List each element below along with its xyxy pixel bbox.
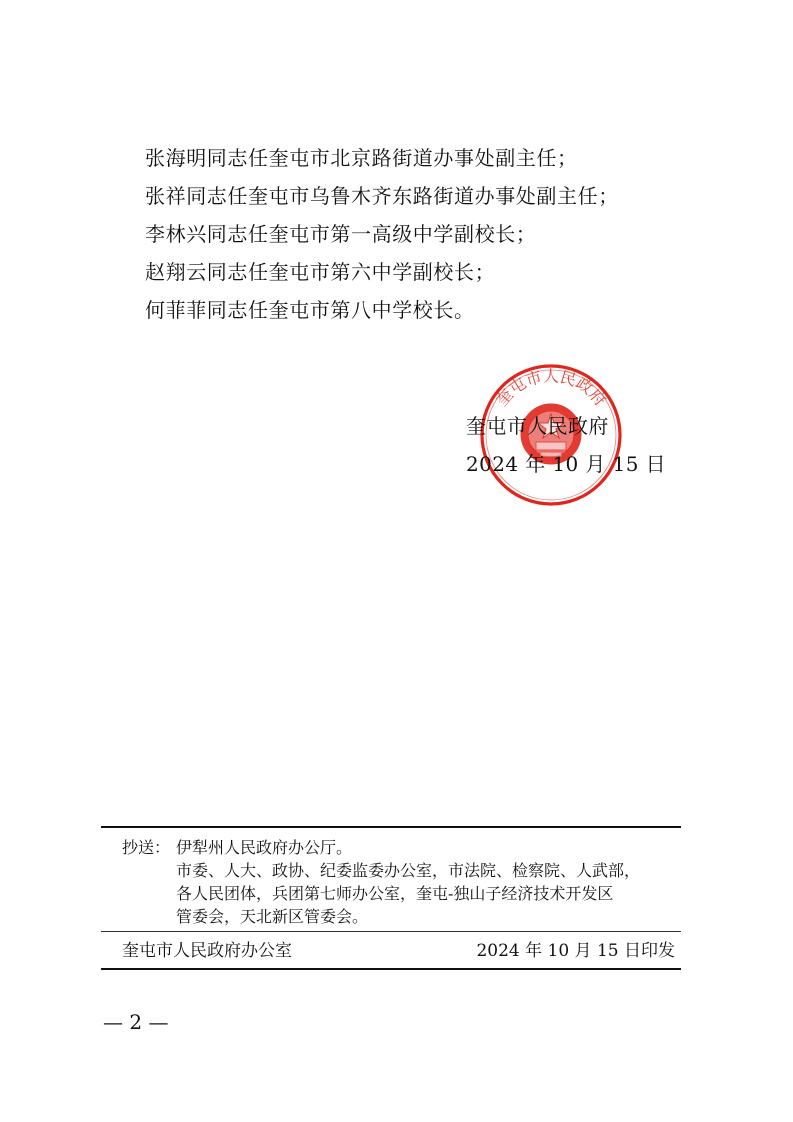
cc-recipient-line: 管委会，天北新区管委会。: [176, 907, 369, 926]
distribution-footer: [101, 826, 681, 971]
appointment-item: 赵翔云同志任奎屯市第六中学副校长；: [145, 260, 496, 284]
appointment-item: 张海明同志任奎屯市北京路街道办事处副主任；: [145, 146, 578, 170]
signature-date: 2024 年 10 月 15 日: [466, 452, 666, 476]
cc-recipient-line: 各人民团体，兵团第七师办公室，奎屯-独山子经济技术开发区: [176, 884, 614, 903]
appointment-item: 李林兴同志任奎屯市第一高级中学副校长；: [145, 222, 537, 246]
cc-recipient-line: 伊犁州人民政府办公厅。: [176, 838, 353, 857]
footer-bottom-rule: [101, 968, 681, 970]
cc-recipient-line: 市委、人大、政协、纪委监委办公室，市法院、检察院、人武部，: [176, 861, 641, 880]
appointment-item: 何菲菲同志任奎屯市第八中学校长。: [145, 298, 475, 322]
footer-issuer: 奎屯市人民政府办公室: [122, 941, 292, 961]
footer-top-rule: [101, 826, 681, 828]
issuing-authority: 奎屯市人民政府: [466, 414, 609, 438]
appointment-item: 张祥同志任奎屯市乌鲁木齐东路街道办事处副主任；: [145, 184, 619, 208]
footer-middle-rule: [101, 931, 681, 932]
page-number: — 2 —: [103, 1010, 169, 1034]
footer-issue-date: 2024 年 10 月 15 日印发: [476, 941, 675, 961]
cc-label: 抄送：: [122, 838, 171, 857]
svg-text:奎屯市人民政府: 奎屯市人民政府: [491, 366, 611, 410]
